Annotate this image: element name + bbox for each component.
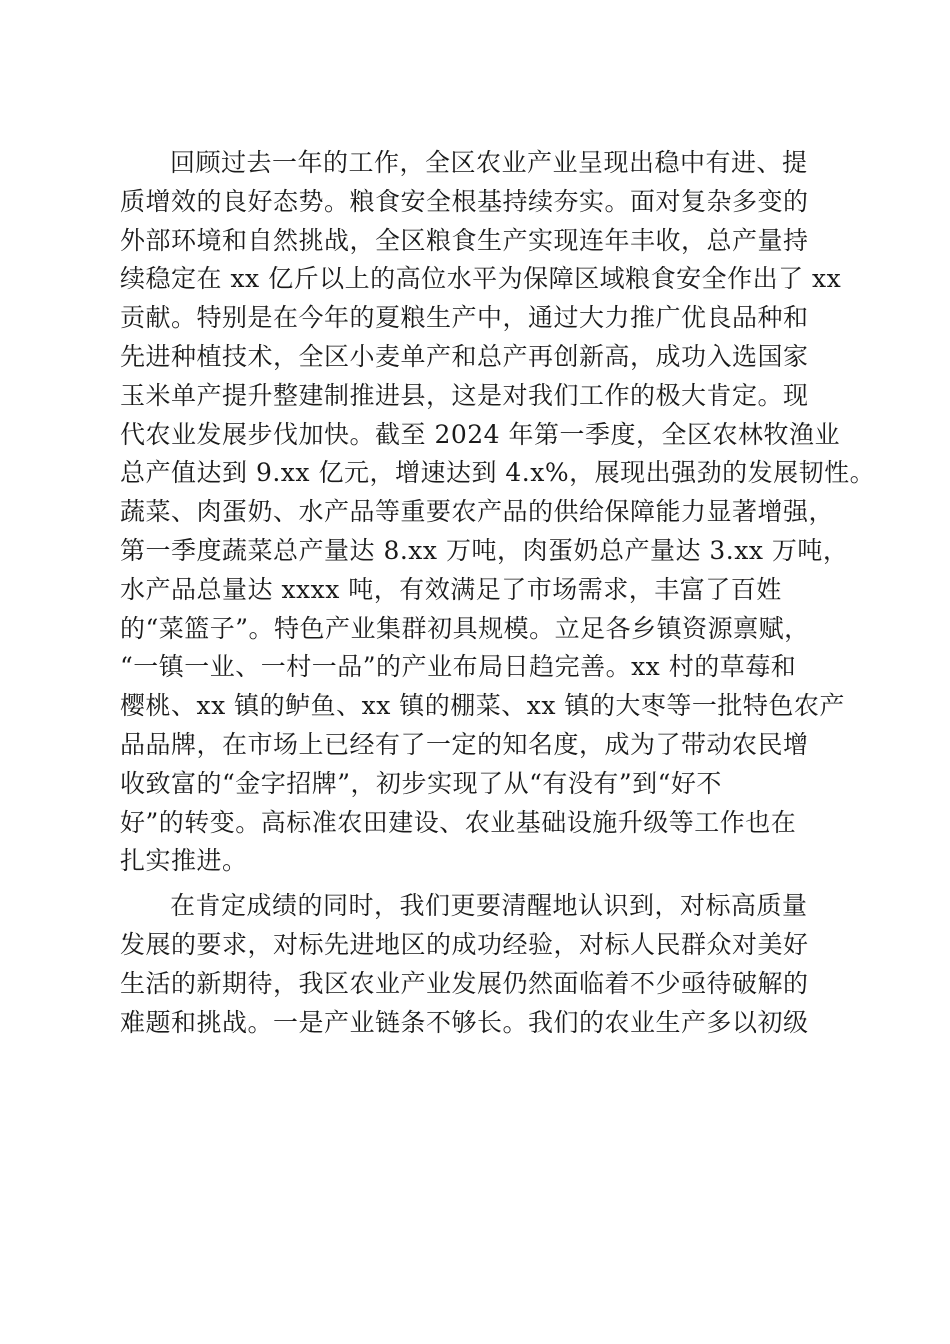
paragraph-achievements <box>120 144 876 881</box>
text-line: 续稳定在 xx 亿斤以上的高位水平为保障区域粮食安全作出了 xx <box>120 264 842 294</box>
text-line: 难题和挑战。一是产业链条不够长。我们的农业生产多以初级 <box>120 1007 809 1037</box>
text-line: 蔬菜、肉蛋奶、水产品等重要农产品的供给保障能力显著增强， <box>120 497 835 527</box>
text-line: 在肯定成绩的同时，我们更要清醒地认识到，对标高质量 <box>170 891 808 921</box>
text-line: 品品牌，在市场上已经有了一定的知名度，成为了带动农民增 <box>120 729 809 759</box>
text-line: 第一季度蔬菜总产量达 8.xx 万吨，肉蛋奶总产量达 3.xx 万吨， <box>120 535 849 565</box>
text-line: 扎实推进。 <box>120 846 248 876</box>
text-line: 好”的转变。高标准农田建设、农业基础设施升级等工作也在 <box>120 807 797 837</box>
document-body <box>120 144 876 1042</box>
text-line: 樱桃、xx 镇的鲈鱼、xx 镇的棚菜、xx 镇的大枣等一批特色农产 <box>120 691 845 721</box>
text-line: 先进种植技术，全区小麦单产和总产再创新高，成功入选国家 <box>120 341 809 371</box>
text-line: 的“菜篮子”。特色产业集群初具规模。立足各乡镇资源禀赋， <box>120 613 810 643</box>
text-line: 外部环境和自然挑战，全区粮食生产实现连年丰收，总产量持 <box>120 225 809 255</box>
paragraph-challenges <box>120 887 840 1042</box>
text-line: 发展的要求，对标先进地区的成功经验，对标人民群众对美好 <box>120 929 809 959</box>
text-line: 回顾过去一年的工作，全区农业产业呈现出稳中有进、提 <box>170 148 808 177</box>
text-line: 贡献。特别是在今年的夏粮生产中，通过大力推广优良品种和 <box>120 303 809 333</box>
text-line: 代农业发展步伐加快。截至 2024 年第一季度，全区农林牧渔业 <box>120 419 841 449</box>
text-line: 玉米单产提升整建制推进县，这是对我们工作的极大肯定。现 <box>120 380 809 410</box>
text-line: 质增效的良好态势。粮食安全根基持续夯实。面对复杂多变的 <box>120 186 809 216</box>
text-line: 水产品总量达 xxxx 吨，有效满足了市场需求，丰富了百姓 <box>120 574 782 604</box>
text-line: 收致富的“金字招牌”，初步实现了从“有没有”到“好不 <box>120 768 722 798</box>
text-line: 总产值达到 9.xx 亿元，增速达到 4.x%，展现出强劲的发展韧性。 <box>120 458 876 488</box>
text-line: 生活的新期待，我区农业产业发展仍然面临着不少亟待破解的 <box>120 968 809 998</box>
text-line: “一镇一业、一村一品”的产业布局日趋完善。xx 村的草莓和 <box>120 652 797 682</box>
